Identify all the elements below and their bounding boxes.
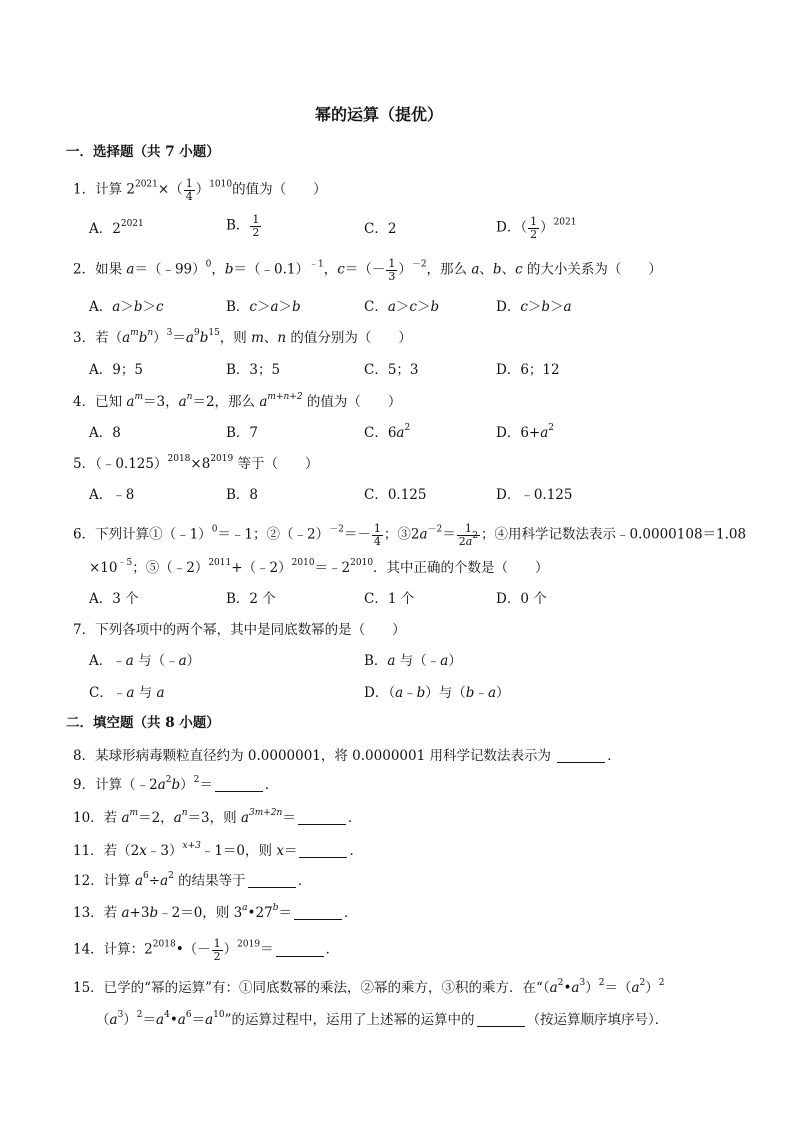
q4-option-b[interactable]: B．7 (226, 425, 259, 441)
q5-option-d[interactable]: D．﹣0.125 (496, 487, 573, 503)
q1-option-a[interactable]: A．$2^{2021}$ (89, 219, 144, 237)
q3-option-c[interactable]: C．5；3 (364, 362, 419, 378)
answer-blank[interactable] (248, 886, 296, 888)
q2-option-a[interactable]: A．a＞b＞c (89, 299, 164, 315)
section-heading-choice: 一．选择题（共 7 小题） (66, 144, 220, 160)
q5-option-c[interactable]: C．0.125 (364, 487, 427, 503)
question-14: 14．计算：$2^{2018}•(-$ $\frac{1}{2}$ ）$^{2019}$＝ ． (73, 937, 340, 963)
answer-blank[interactable] (298, 823, 346, 825)
question-9: 9．计算$(﹣2a^2b)^2=$ ． (73, 775, 279, 793)
question-8: 8．某球形病毒颗粒直径约为 0.0000001，将 0.0000001 用科学记数法表示为 ． (73, 748, 621, 764)
q5-option-b[interactable]: B．8 (226, 487, 259, 503)
q6-option-a[interactable]: A．3 个 (89, 591, 139, 607)
q7-option-d[interactable]: D．（a﹣b）与（b﹣a） (364, 685, 510, 701)
question-1-stem: 1．计算 $2^{2021}\times$（ $\frac{1}{4}$ ）$^{1010}$的值为（ ） (73, 177, 327, 203)
q2-option-c[interactable]: C．a＞c＞b (364, 299, 440, 315)
answer-blank[interactable] (276, 955, 324, 957)
fraction: $\frac{1}{4}$ (185, 177, 193, 203)
q6-option-c[interactable]: C．1 个 (364, 591, 415, 607)
q4-option-d[interactable]: D．$6+a^2$ (496, 423, 555, 441)
question-10: 10．若 $a^m=2$，$a^n=3$，则 $a^{3m+2n}=$ ． (73, 808, 362, 826)
answer-blank[interactable] (557, 761, 605, 763)
page-title: 幂的运算（提优） (315, 105, 444, 124)
q3-option-b[interactable]: B．3；5 (226, 362, 281, 378)
answer-blank[interactable] (477, 1025, 525, 1027)
q1-option-d[interactable]: D．（ $\frac{1}{2}$ ）$^{2021}$ (496, 215, 577, 241)
answer-blank[interactable] (299, 856, 347, 858)
q4-option-c[interactable]: C．$6a^2$ (364, 423, 411, 441)
q5-option-a[interactable]: A．﹣8 (89, 487, 135, 503)
question-11: 11．若（2x﹣3）$^{x+3}$﹣1＝0，则 x＝ ． (73, 841, 363, 859)
question-6-stem-line1: 6．下列计算①（﹣1）$^0$＝﹣1；②（﹣2）$^{-2}$＝－ $\frac{1}{4}$ ；$③2a^{-2}=$ $\frac{1}{2a^2}$ ；④用科学记数法表示﹣0.0000108＝1.08 (73, 522, 747, 548)
q1-option-c[interactable]: C．2 (364, 221, 397, 237)
answer-blank[interactable] (294, 918, 342, 920)
q2-option-b[interactable]: B．c＞a＞b (226, 299, 301, 315)
section-heading-fill: 二．填空题（共 8 小题） (66, 715, 220, 731)
question-2-stem: 2．如果 a＝（﹣99）$^0$，b＝（﹣0.1）$^{﹣1}$，c＝（－ $\frac{1}{3}$ ）$^{-2}$，那么 a、b、c 的大小关系为（ ） (73, 257, 662, 283)
q4-option-a[interactable]: A．8 (89, 425, 121, 441)
question-12: 12．计算 $a^6\div a^2$ 的结果等于 ． (73, 871, 312, 889)
question-15-line1: 15．已学的“幂的运算”有：①同底数幂的乘法，②幂的乘方，③积的乘方．在“$(a^2•a^3)^2=(a^2)^2$ (73, 978, 665, 996)
question-7-stem: 7．下列各项中的两个幂，其中是同底数幂的是（ ） (73, 622, 406, 638)
q3-option-a[interactable]: A．9；5 (89, 362, 143, 378)
answer-blank[interactable] (215, 790, 263, 792)
q6-option-b[interactable]: B．2 个 (226, 591, 276, 607)
question-13: 13．若 a+3b﹣2＝0，则 $3^a•27^b=$ ． (73, 903, 358, 921)
q3-option-d[interactable]: D．6；12 (496, 362, 560, 378)
q6-option-d[interactable]: D．0 个 (496, 591, 547, 607)
q7-option-b[interactable]: B．a 与（﹣a） (364, 653, 462, 669)
question-5-stem: 5．$(﹣0.125)^{2018}\times 8^{2019}$ 等于（ ） (73, 454, 319, 472)
q7-option-c[interactable]: C．﹣a 与 a (89, 685, 165, 701)
question-3-stem: 3．若$(a^mb^n)^3=a^9b^{15}$，则 m、n 的值分别为（ ） (73, 328, 412, 346)
q2-option-d[interactable]: D．c＞b＞a (496, 299, 572, 315)
question-4-stem: 4．已知 $a^m=3$，$a^n=2$，那么 $a^{m+n+2}$ 的值为（ ） (73, 392, 402, 410)
q7-option-a[interactable]: A．﹣a 与（﹣a） (89, 653, 201, 669)
q1-option-b[interactable]: B． $\frac{1}{2}$ (226, 213, 260, 239)
question-15-line2: $(a^3)^2=a^4•a^6=a^{10}$”的运算过程中，运用了上述幂的运算中的 （按运算顺序填序号）． (96, 1010, 669, 1028)
question-6-stem-line2: $\times 10^{﹣5}$；$⑤(﹣2)^{2011}+(﹣2)^{2010}=﹣2^{2010}$．其中正确的个数是（ ） (89, 558, 549, 576)
